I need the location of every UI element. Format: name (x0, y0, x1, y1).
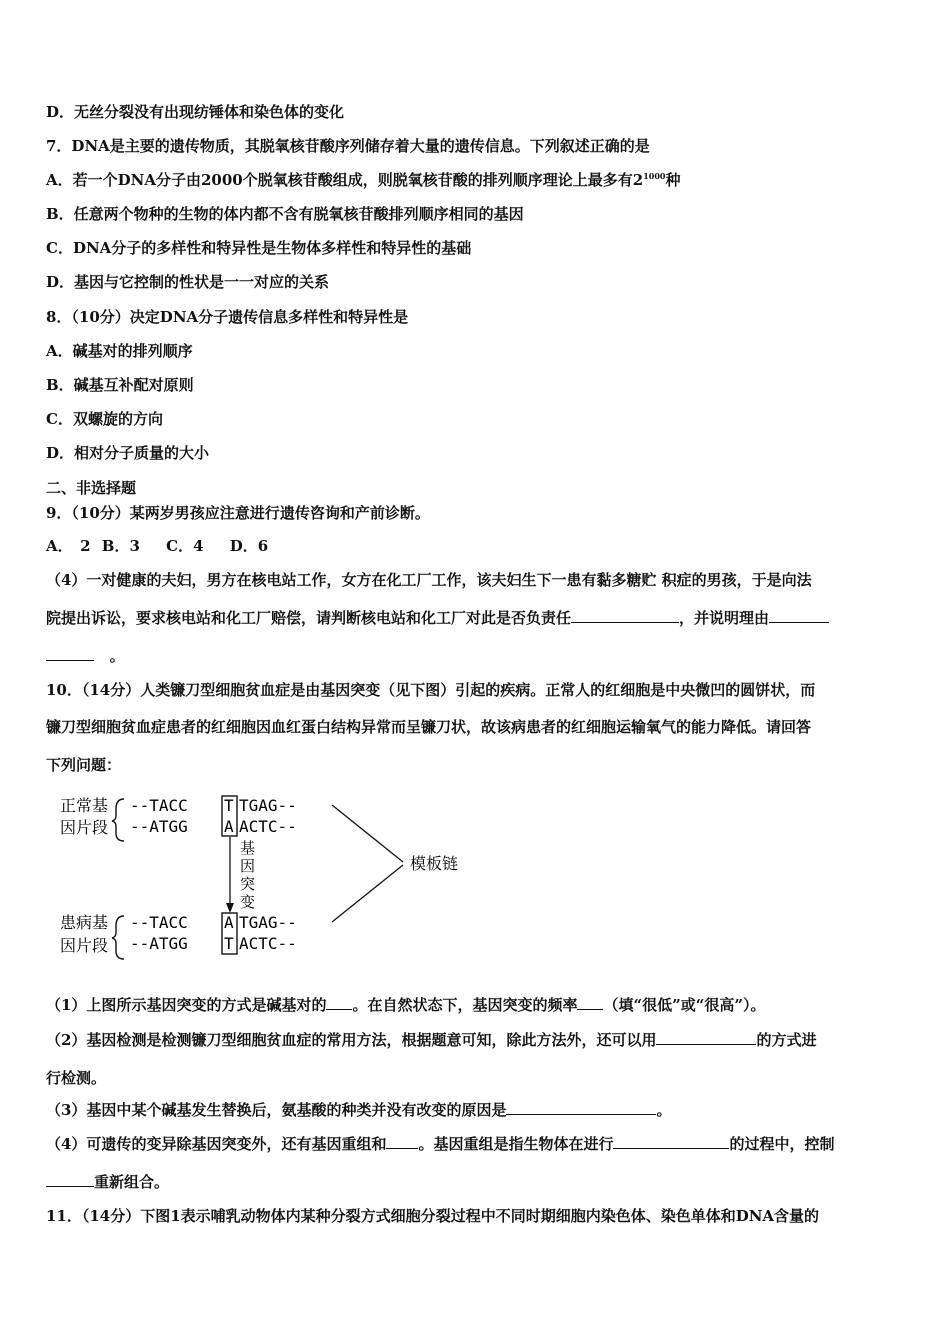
normal-top-seq-right: TGAG-- (239, 796, 297, 815)
q10-part3 (46, 1100, 671, 1120)
gene-mutation-figure (50, 785, 480, 970)
answer-blank[interactable] (613, 1134, 729, 1149)
q7a-exponent: 1000 (643, 171, 666, 181)
normal-gene-label-2: 因片段 (60, 818, 109, 837)
template-pointer-bottom (332, 865, 403, 922)
normal-bottom-seq-right: ACTC-- (239, 817, 297, 836)
normal-bottom-base: A (224, 817, 234, 836)
q10-part4 (46, 1134, 834, 1154)
normal-bottom-seq-left: --ATGG (130, 817, 188, 836)
normal-gene-label-1: 正常基 (60, 796, 109, 815)
mutation-label-2: 因 (240, 857, 256, 875)
disease-top-seq-right: TGAG-- (239, 913, 297, 932)
q10-part1 (46, 995, 765, 1015)
q8-option-b: B．碱基互补配对原则 (46, 376, 194, 394)
answer-blank[interactable] (769, 608, 829, 623)
arrow-head-icon (226, 903, 234, 913)
q10-part4-end: 重新组合。 (94, 1173, 170, 1191)
answer-blank[interactable] (46, 646, 94, 661)
q10-part4-text3: 的过程中，控制 (729, 1135, 835, 1153)
mutation-label-4: 变 (240, 893, 256, 911)
q10-part2-text2: 的方式进 (756, 1031, 817, 1049)
answer-blank[interactable] (506, 1100, 656, 1115)
q10-part1-text2: 。在自然状态下，基因突变的频率 (352, 996, 578, 1014)
q9-part4-text: 院提出诉讼，要求核电站和化工厂赔偿，请判断核电站和化工厂对此是否负责任 (46, 609, 572, 627)
disease-brace (112, 916, 124, 959)
disease-gene-label-2: 因片段 (60, 936, 109, 955)
q10-part1-text: （1）上图所示基因突变的方式是碱基对的 (46, 996, 327, 1014)
template-strand-label: 模板链 (410, 854, 459, 873)
q9-part4-reason: ，并说明理由 (679, 609, 770, 627)
disease-top-base: A (224, 913, 234, 932)
q8-option-a: A．碱基对的排列顺序 (46, 342, 193, 360)
q7-option-b: B．任意两个物种的生物的体内都不含有脱氧核苷酸排列顺序相同的基因 (46, 205, 524, 223)
q9-part4-line3 (46, 646, 125, 666)
q10-part3-end: 。 (656, 1101, 672, 1119)
q8-option-c: C．双螺旋的方向 (46, 410, 163, 428)
q10-part4-text2: 。基因重组是指生物体在进行 (418, 1135, 614, 1153)
answer-blank[interactable] (571, 608, 679, 623)
q9-stem: 9．（10分）某两岁男孩应注意进行遗传咨询和产前诊断。 (46, 504, 430, 522)
answer-blank[interactable] (386, 1134, 418, 1149)
q7a-suffix: 种 (665, 171, 681, 189)
q10-part3-text: （3）基因中某个碱基发生替换后，氨基酸的种类并没有改变的原因是 (46, 1101, 507, 1119)
section-heading: 二、非选择题 (46, 479, 137, 497)
q7-option-d: D．基因与它控制的性状是一一对应的关系 (46, 273, 330, 291)
q6-option-d: D．无丝分裂没有出现纺锤体和染色体的变化 (46, 103, 345, 121)
disease-gene-label-1: 患病基 (60, 913, 109, 932)
q10-part2-text: （2）基因检测是检测镰刀型细胞贫血症的常用方法，根据题意可知，除此方法外，还可以用 (46, 1031, 657, 1049)
normal-top-base: T (224, 796, 234, 815)
q9-part4-line2 (46, 608, 829, 628)
q10-part4-line2 (46, 1172, 169, 1192)
disease-bottom-seq-right: ACTC-- (239, 934, 297, 953)
q8-option-d: D．相对分子质量的大小 (46, 444, 210, 462)
q9-part4-line1: （4）一对健康的夫妇，男方在核电站工作，女方在化工厂工作，该夫妇生下一患有黏多糖贮 积症的男孩，于是向法 (46, 571, 812, 589)
template-pointer-top (332, 805, 403, 862)
normal-brace (112, 799, 124, 841)
disease-top-seq-left: --TACC (130, 913, 188, 932)
answer-blank[interactable] (326, 995, 352, 1010)
q11-stem: 11．（14分）下图1表示哺乳动物体内某种分裂方式细胞分裂过程中不同时期细胞内染色体、染色单体和DNA含量的 (46, 1207, 820, 1225)
q10-part4-text: （4）可遗传的变异除基因突变外，还有基因重组和 (46, 1135, 387, 1153)
q7-stem: 7．DNA是主要的遗传物质，其脱氧核苷酸序列储存着大量的遗传信息。下列叙述正确的是 (46, 137, 650, 155)
disease-bottom-seq-left: --ATGG (130, 934, 188, 953)
q10-stem-line3: 下列问题： (46, 756, 122, 774)
q7-option-c: C．DNA分子的多样性和特异性是生物体多样性和特异性的基础 (46, 239, 472, 257)
answer-blank[interactable] (46, 1172, 94, 1187)
mutation-label-1: 基 (240, 839, 256, 857)
normal-top-seq-left: --TACC (130, 796, 188, 815)
disease-bottom-base: T (224, 934, 234, 953)
answer-blank[interactable] (656, 1030, 756, 1045)
q7-option-a (46, 170, 680, 190)
answer-blank[interactable] (577, 995, 603, 1010)
q10-part1-text3: （填“很低”或“很高”）。 (603, 996, 766, 1014)
q8-stem: 8．（10分）决定DNA分子遗传信息多样性和特异性是 (46, 308, 409, 326)
q10-stem-line1: 10．（14分）人类镰刀型细胞贫血症是由基因突变（见下图）引起的疾病。正常人的红细胞是中央微凹的圆饼状，而 (46, 681, 816, 699)
q9-part4-end: 。 (109, 647, 125, 665)
q10-part2-line2: 行检测。 (46, 1069, 107, 1087)
q7a-text: A．若一个DNA分子由2000个脱氧核苷酸组成，则脱氧核苷酸的排列顺序理论上最多有2 (46, 171, 644, 189)
q10-stem-line2: 镰刀型细胞贫血症患者的红细胞因血红蛋白结构异常而呈镰刀状，故该病患者的红细胞运输氧气的能力降低。请回答 (46, 718, 812, 736)
mutation-label-3: 突 (240, 875, 256, 893)
q10-part2 (46, 1030, 816, 1050)
q9-options: A． 2 B．3 C．4 D．6 (46, 537, 269, 555)
